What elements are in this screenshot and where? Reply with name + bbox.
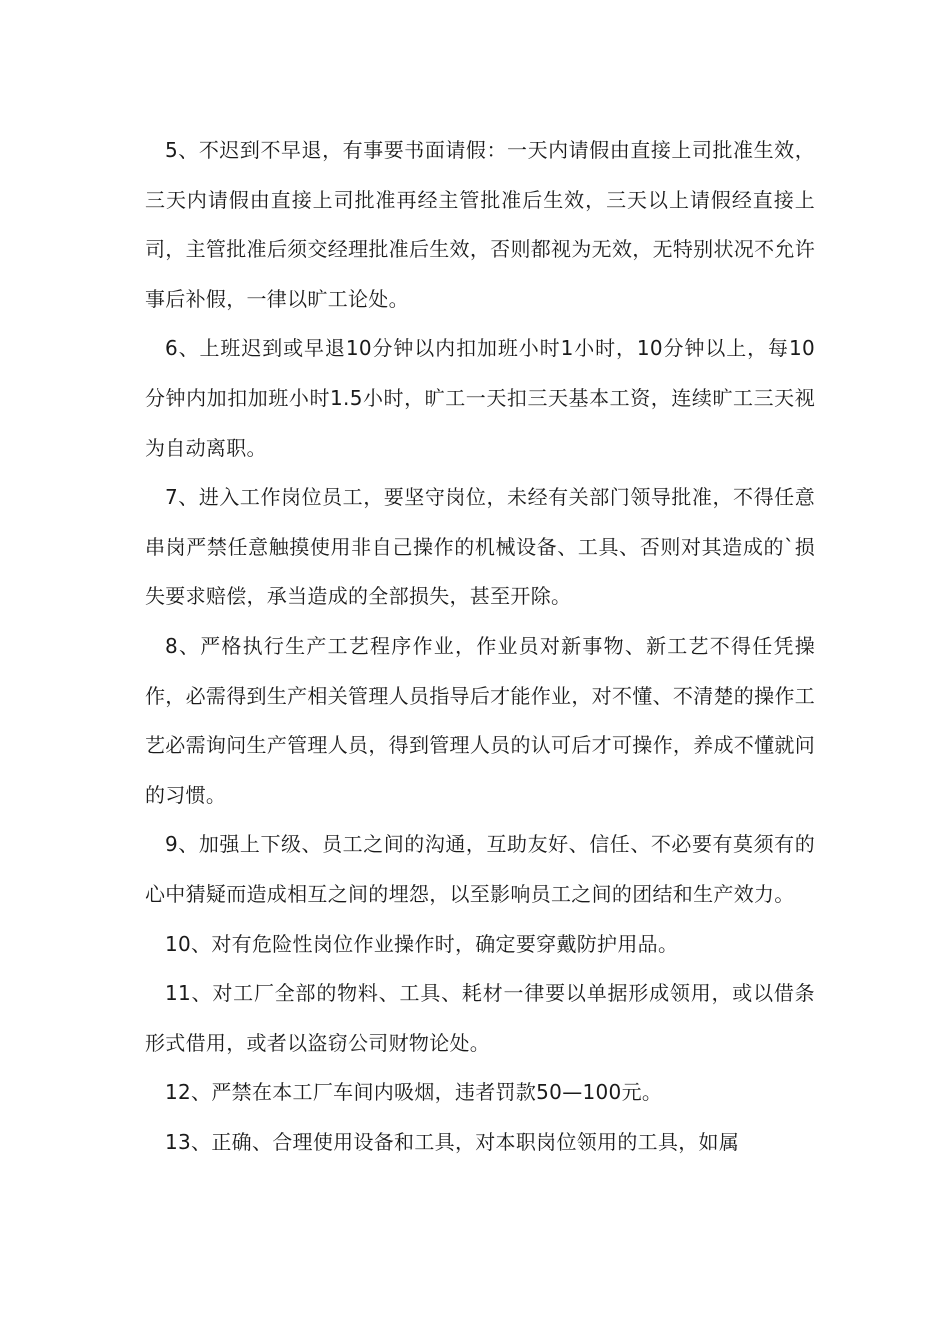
paragraph-rule-12: 12、严禁在本工厂车间内吸烟，违者罚款50—100元。 <box>165 1080 663 1105</box>
paragraph-rule-7: 7、进入工作岗位员工，要坚守岗位，未经有关部门领导批准，不得任意串岗严禁任意触摸使用非自己操作的机械设备、工具、否则对其造成的`损失要求赔偿，承当造成的全部损失，甚至开除。 <box>145 485 815 609</box>
paragraph-rule-10: 10、对有危险性岗位作业操作时，确定要穿戴防护用品。 <box>165 931 679 956</box>
paragraph-rule-11: 11、对工厂全部的物料、工具、耗材一律要以单据形成领用，或以借条形式借用，或者以盗窃公司财物论处。 <box>145 981 815 1055</box>
paragraph-rule-6: 6、上班迟到或早退10分钟以内扣加班小时1小时，10分钟以上，每10分钟内加扣加班小时1.5小时，旷工一天扣三天基本工资，连续旷工三天视为自动离职。 <box>145 336 815 460</box>
paragraph-rule-8: 8、严格执行生产工艺程序作业，作业员对新事物、新工艺不得任凭操作，必需得到生产相关管理人员指导后才能作业，对不懂、不清楚的操作工艺必需询问生产管理人员，得到管理人员的认可后才可操作，养成不懂就问的习惯。 <box>145 633 815 807</box>
document-body <box>145 126 815 1167</box>
paragraph-rule-5: 5、不迟到不早退，有事要书面请假：一天内请假由直接上司批准生效，三天内请假由直接上司批准再经主管批准后生效，三天以上请假经直接上司，主管批准后须交经理批准后生效，否则都视为无效，无特别状况不允许事后补假，一律以旷工论处。 <box>145 138 815 311</box>
paragraph-rule-9: 9、加强上下级、员工之间的沟通，互助友好、信任、不必要有莫须有的心中猜疑而造成相互之间的埋怨，以至影响员工之间的团结和生产效力。 <box>145 832 815 906</box>
paragraph-rule-13: 13、正确、合理使用设备和工具，对本职岗位领用的工具，如属 <box>165 1129 740 1154</box>
